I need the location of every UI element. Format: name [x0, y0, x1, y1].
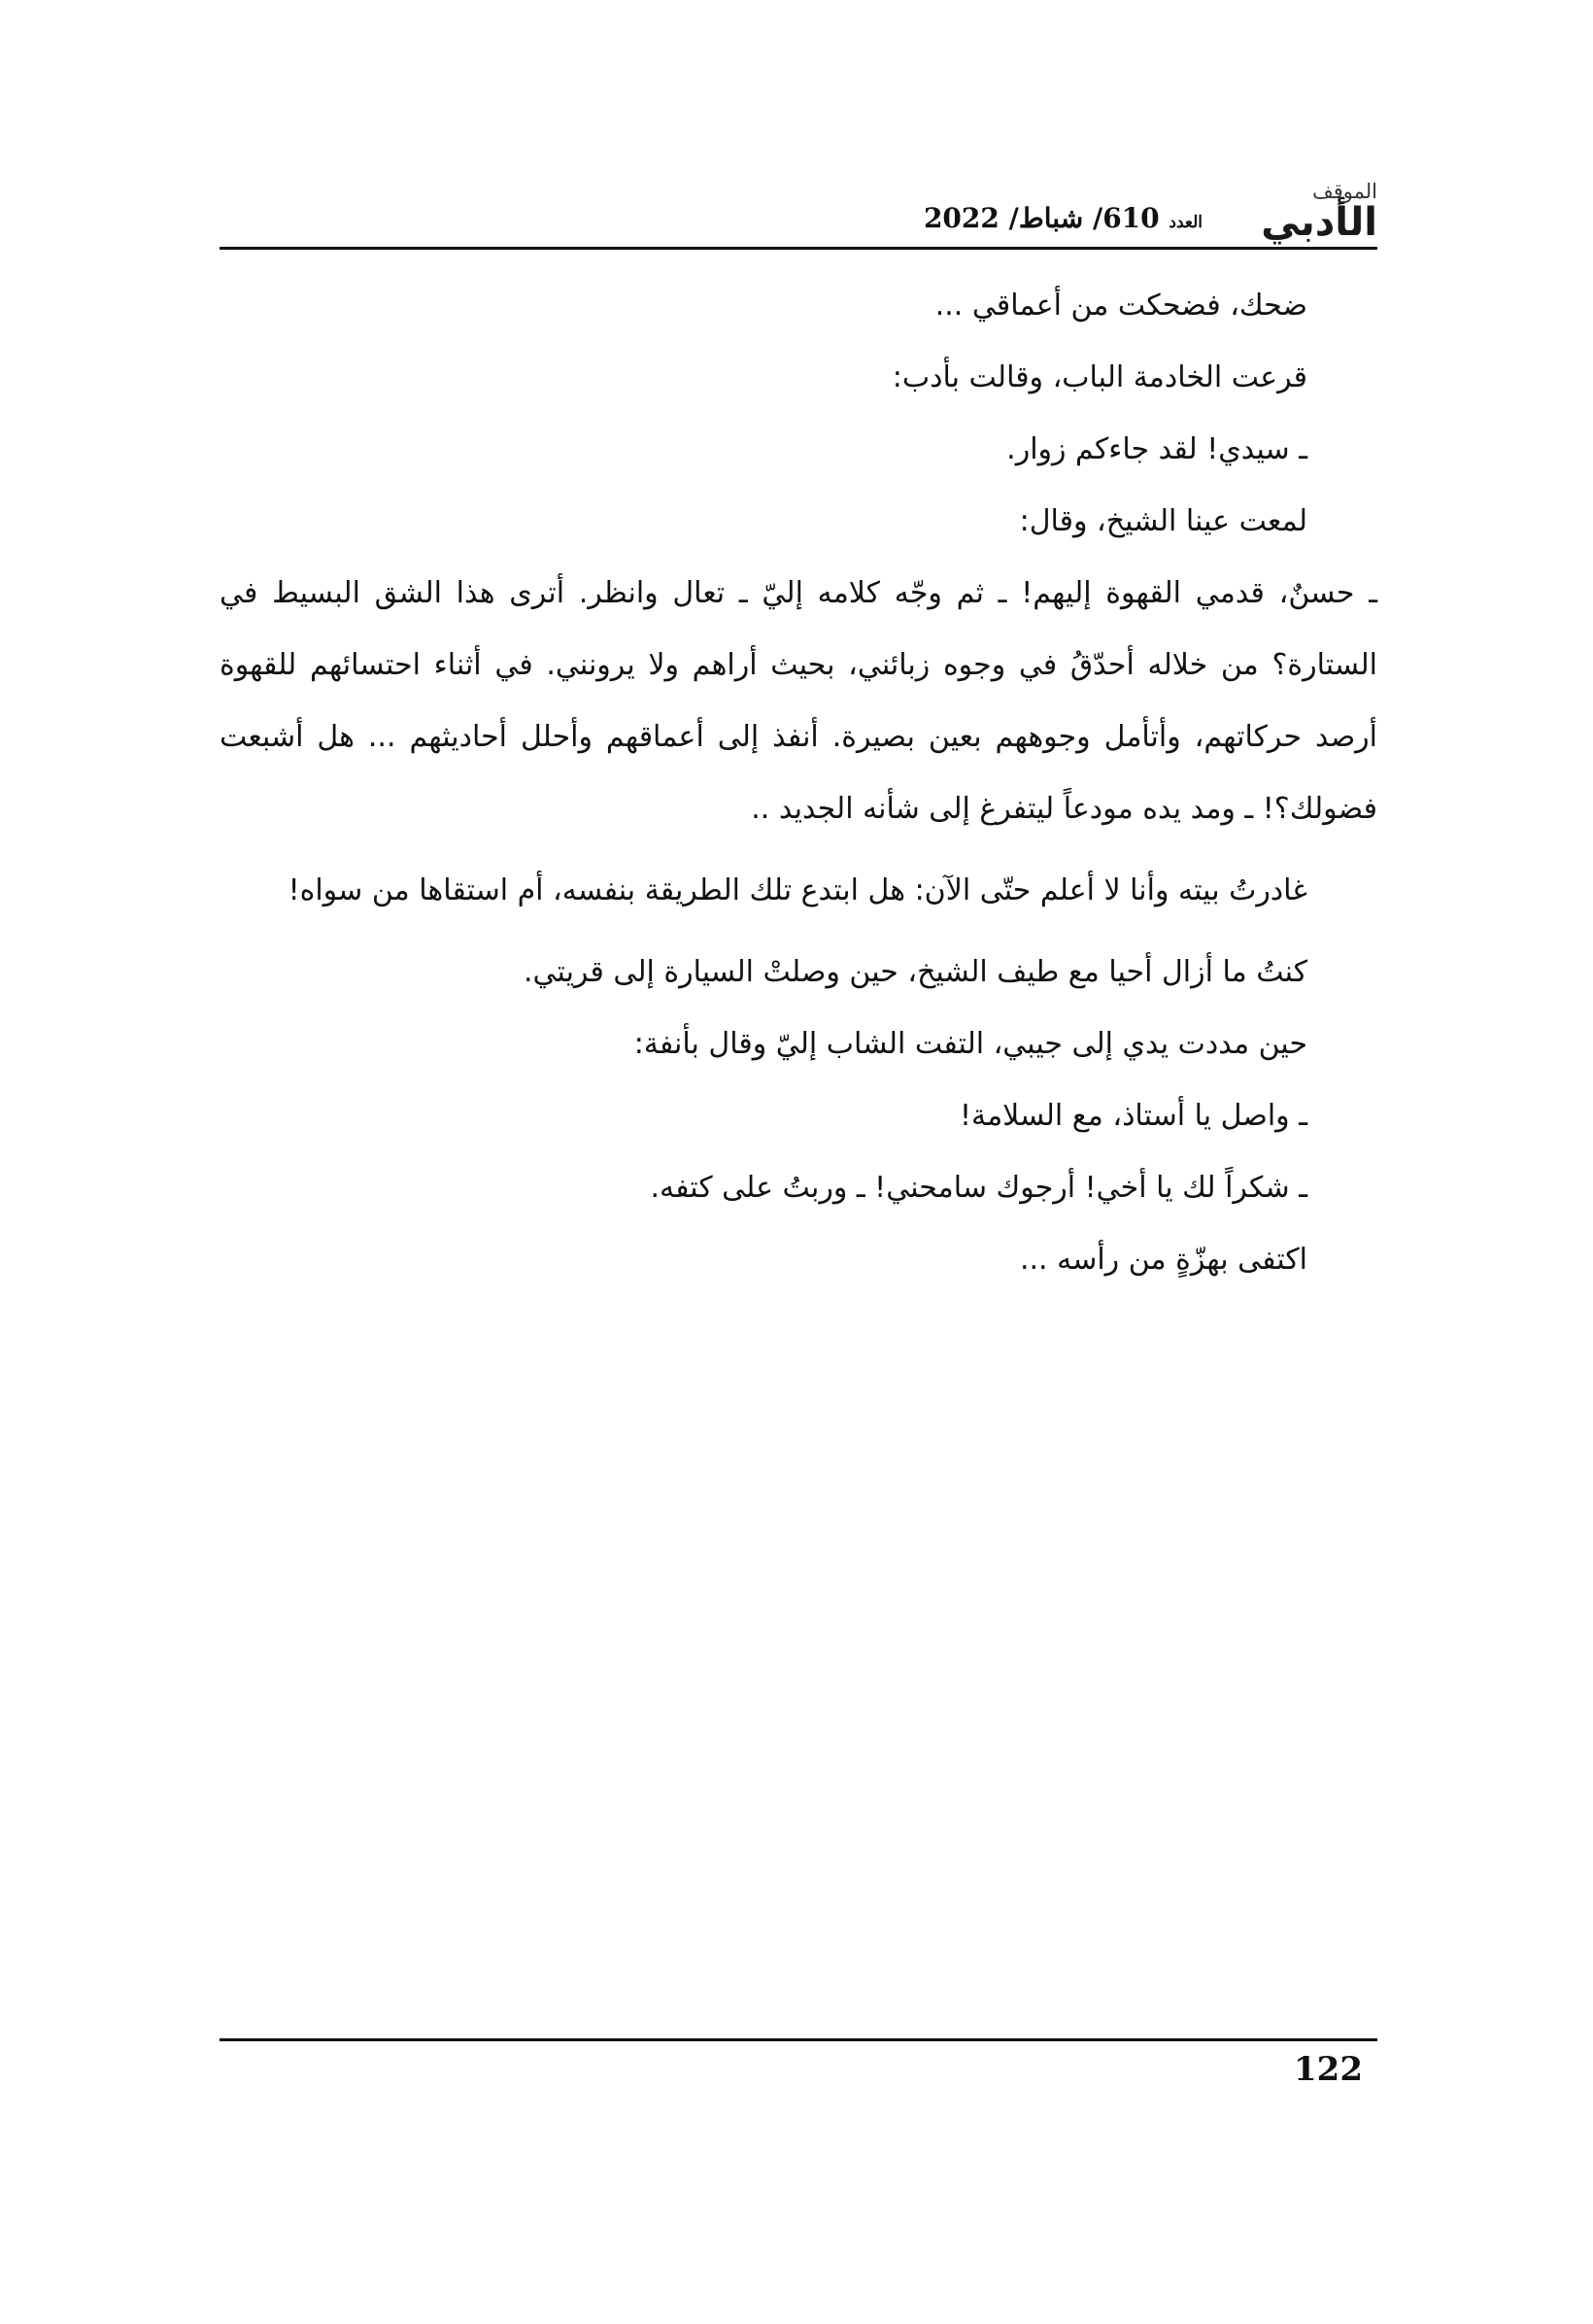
- header-rule: [220, 247, 1377, 250]
- paragraph: حين مددت يدي إلى جيبي، التفت الشاب إليّ وقال بأنفة:: [633, 1027, 1307, 1061]
- footer-rule: [220, 2038, 1377, 2041]
- issue-label: العدد: [1169, 213, 1203, 232]
- paragraph: قرعت الخادمة الباب، وقالت بأدب:: [892, 360, 1307, 394]
- paragraph: اكتفى بهزّةٍ من رأسه ...: [1019, 1243, 1307, 1277]
- page-number: 122: [1294, 2050, 1363, 2089]
- paragraph: ـ واصل يا أستاذ، مع السلامة!: [959, 1099, 1307, 1133]
- paragraph: ـ حسنٌ، قدمي القهوة إليهم! ـ ثم وجّه كلامه إليّ ـ تعال وانظر. أترى هذا الشق البسيط في الستارة؟ من خلاله أحدّقُ في وجوه زبائني، بحيث أراهم ولا يرونني. في أثناء احتسائهم للقهوة أرصد حركاتهم، وأتأمل وجوههم بعين بصيرة. أنفذ إلى أعماقهم وأحلل أحاديثهم ... هل أشبعت فضولك؟! ـ ومد يده مودعاً ليتفرغ إلى شأنه الجديد ..: [220, 576, 1377, 826]
- paragraph: لمعت عينا الشيخ، وقال:: [1019, 504, 1307, 538]
- issue-info: [924, 202, 1203, 234]
- logo-small-text: الموقف: [1312, 180, 1377, 203]
- issue-text: 610/ شباط/ 2022: [923, 202, 1160, 234]
- paragraph: ـ شكراً لك يا أخي! أرجوك سامحني! ـ وربتُ على كتفه.: [650, 1171, 1307, 1205]
- magazine-logo: [1232, 181, 1377, 245]
- paragraph: غادرتُ بيته وأنا لا أعلم حتّى الآن: هل ابتدع تلك الطريقة بنفسه، أم استقاها من سواه!: [288, 873, 1307, 907]
- page-header: [220, 181, 1377, 249]
- paragraph: ـ سيدي! لقد جاءكم زوار.: [1006, 432, 1307, 466]
- paragraph: ضحك، فضحكت من أعماقي ...: [934, 289, 1307, 323]
- paragraph: كنتُ ما أزال أحيا مع طيف الشيخ، حين وصلتْ السيارة إلى قريتي.: [523, 955, 1307, 989]
- logo-title: الأدبي: [1261, 200, 1377, 245]
- article-body: [220, 270, 1377, 1296]
